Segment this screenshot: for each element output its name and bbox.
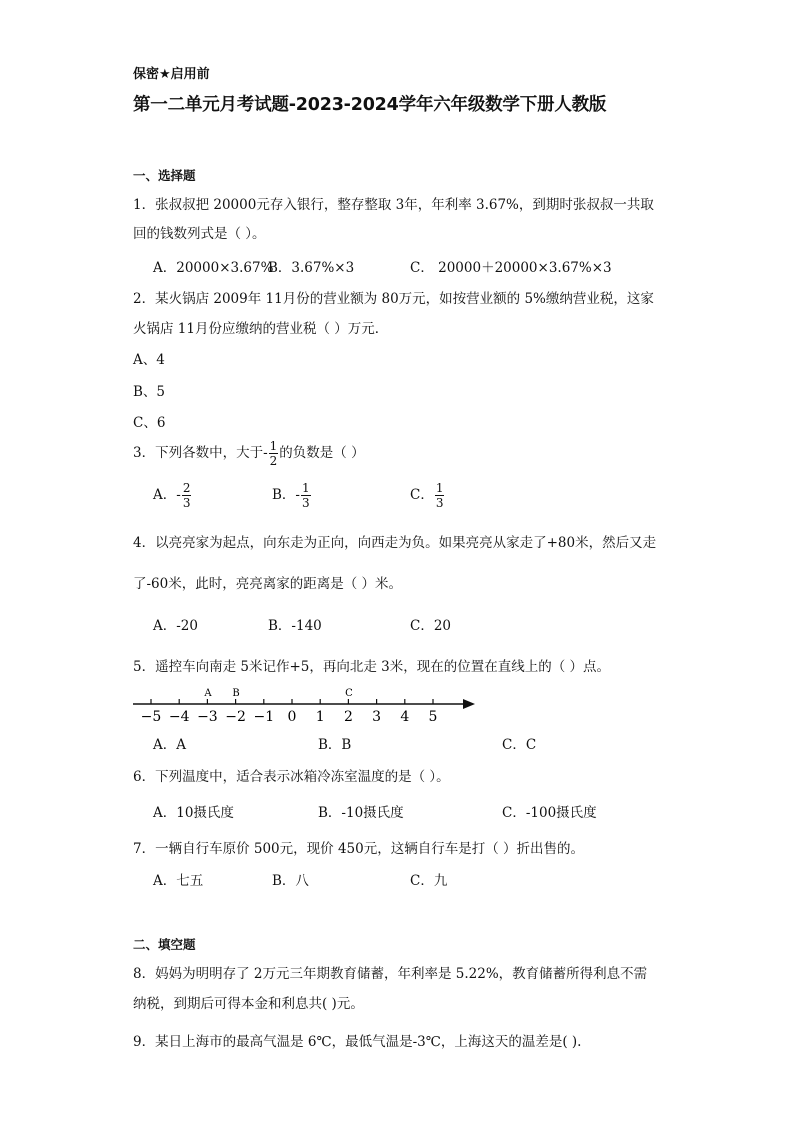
number-line-tick-label: 3: [372, 709, 382, 725]
option-c-label: C．: [410, 487, 434, 503]
point-c-label: C: [345, 688, 353, 699]
question-4-line-2: 了-60米，此时，亮亮离家的距离是（ ）米。: [133, 576, 403, 592]
point-b-label: B: [232, 688, 240, 699]
question-4-line-1: 4．以亮亮家为起点，向东走为正向，向西走为负。如果亮亮从家走了+80米，然后又走: [133, 535, 657, 551]
question-3-prefix: 3．下列各数中，大于-: [133, 445, 268, 461]
question-1-option-c[interactable]: C． 20000＋20000×3.67%×3: [410, 260, 612, 276]
number-line-tick-label: −4: [168, 709, 190, 725]
option-b-fraction: [301, 482, 311, 509]
question-7-option-b[interactable]: B．八: [272, 873, 309, 889]
question-3-suffix: 的负数是（ ）: [279, 445, 365, 461]
question-2-option-b[interactable]: B、5: [133, 384, 166, 400]
option-a-label: A．-: [153, 487, 181, 503]
fraction-denominator: 2: [269, 454, 278, 468]
question-8-line-1: 8．妈妈为明明存了 2万元三年期教育储蓄，年利率是 5.22%，教育储蓄所得利息不需: [133, 966, 648, 982]
question-4-option-c[interactable]: C．20: [410, 618, 452, 634]
question-3-fraction: [269, 440, 279, 467]
question-7-line-1: 7．一辆自行车原价 500元，现价 450元，这辆自行车是打（ ）折出售的。: [133, 841, 584, 857]
fraction-denominator: 3: [435, 496, 444, 510]
question-8-line-2: 纳税，到期后可得本金和利息共( )元。: [133, 996, 364, 1012]
number-line-tick-label: 0: [287, 709, 297, 725]
page-title: 第一二单元月考试题-2023-2024学年六年级数学下册人教版: [133, 95, 607, 115]
question-1-line-2: 回的钱数列式是（ ）。: [133, 226, 266, 242]
question-1-option-b[interactable]: B．3.67%×3: [268, 260, 355, 276]
fraction-numerator: 1: [301, 481, 310, 495]
question-1-line-1: 1．张叔叔把 20000元存入银行，整存整取 3年，年利率 3.67%，到期时张叔叔一共取: [133, 197, 654, 213]
question-6-option-b[interactable]: B．-10摄氏度: [318, 805, 404, 821]
number-line-tick-label: −2: [225, 709, 246, 725]
fraction-denominator: 3: [182, 496, 191, 510]
question-4-option-a[interactable]: A．-20: [153, 618, 198, 634]
number-line-tick-label: −1: [253, 709, 275, 725]
number-line-arrow: [463, 699, 475, 709]
fraction-denominator: 3: [301, 496, 310, 510]
number-line-tick-label: 1: [315, 709, 325, 725]
question-5-option-b[interactable]: B．B: [318, 737, 352, 753]
fraction-numerator: 1: [269, 439, 278, 453]
section-title-fill-blank: 二、填空题: [133, 937, 196, 952]
point-a-label: A: [204, 688, 212, 699]
question-2-line-2: 火锅店 11月份应缴纳的营业税（ ）万元．: [133, 321, 389, 337]
question-2-option-a[interactable]: A、4: [133, 352, 165, 368]
question-4-option-b[interactable]: B．-140: [268, 618, 322, 634]
question-2-line-1: 2．某火锅店 2009年 11月份的营业额为 80万元，如按营业额的 5%缴纳营业税，这家: [133, 291, 654, 307]
question-3-option-a[interactable]: [153, 482, 192, 509]
option-a-fraction: [182, 482, 192, 509]
section-title-choice: 一、选择题: [133, 168, 196, 183]
question-1-option-a[interactable]: A．20000×3.67%: [153, 260, 274, 276]
number-line-tick-label: 4: [400, 709, 410, 725]
fraction-numerator: 2: [182, 481, 191, 495]
number-line-tick-label: −5: [140, 709, 162, 725]
question-9-line-1: 9．某日上海市的最高气温是 6℃，最低气温是-3℃，上海这天的温差是( ).: [133, 1034, 582, 1050]
question-7-option-a[interactable]: A．七五: [153, 873, 204, 889]
question-3-option-c[interactable]: [410, 482, 445, 509]
question-6-option-c[interactable]: C．-100摄氏度: [502, 805, 597, 821]
question-5-option-c[interactable]: C．C: [502, 737, 537, 753]
number-line-tick-label: 5: [428, 709, 438, 725]
number-line-tick-label: −3: [197, 709, 218, 725]
question-2-option-c[interactable]: C、6: [133, 415, 166, 431]
number-line-tick-label: 2: [343, 709, 353, 725]
question-6-option-a[interactable]: A．10摄氏度: [153, 805, 234, 821]
question-3-option-b[interactable]: [272, 482, 312, 509]
option-b-label: B．-: [272, 487, 300, 503]
question-5-option-a[interactable]: A．A: [153, 737, 186, 753]
confidential-label: 保密★启用前: [133, 67, 210, 82]
fraction-numerator: 1: [435, 481, 444, 495]
question-3-line-1: [133, 440, 365, 467]
question-6-line-1: 6．下列温度中，适合表示冰箱冷冻室温度的是（ ）。: [133, 769, 450, 785]
question-7-option-c[interactable]: C．九: [410, 873, 448, 889]
number-line: [130, 682, 480, 726]
option-c-fraction: [435, 482, 445, 509]
question-5-line-1: 5．遥控车向南走 5米记作+5，再向北走 3米，现在的位置在直线上的（ ）点。: [133, 659, 611, 675]
